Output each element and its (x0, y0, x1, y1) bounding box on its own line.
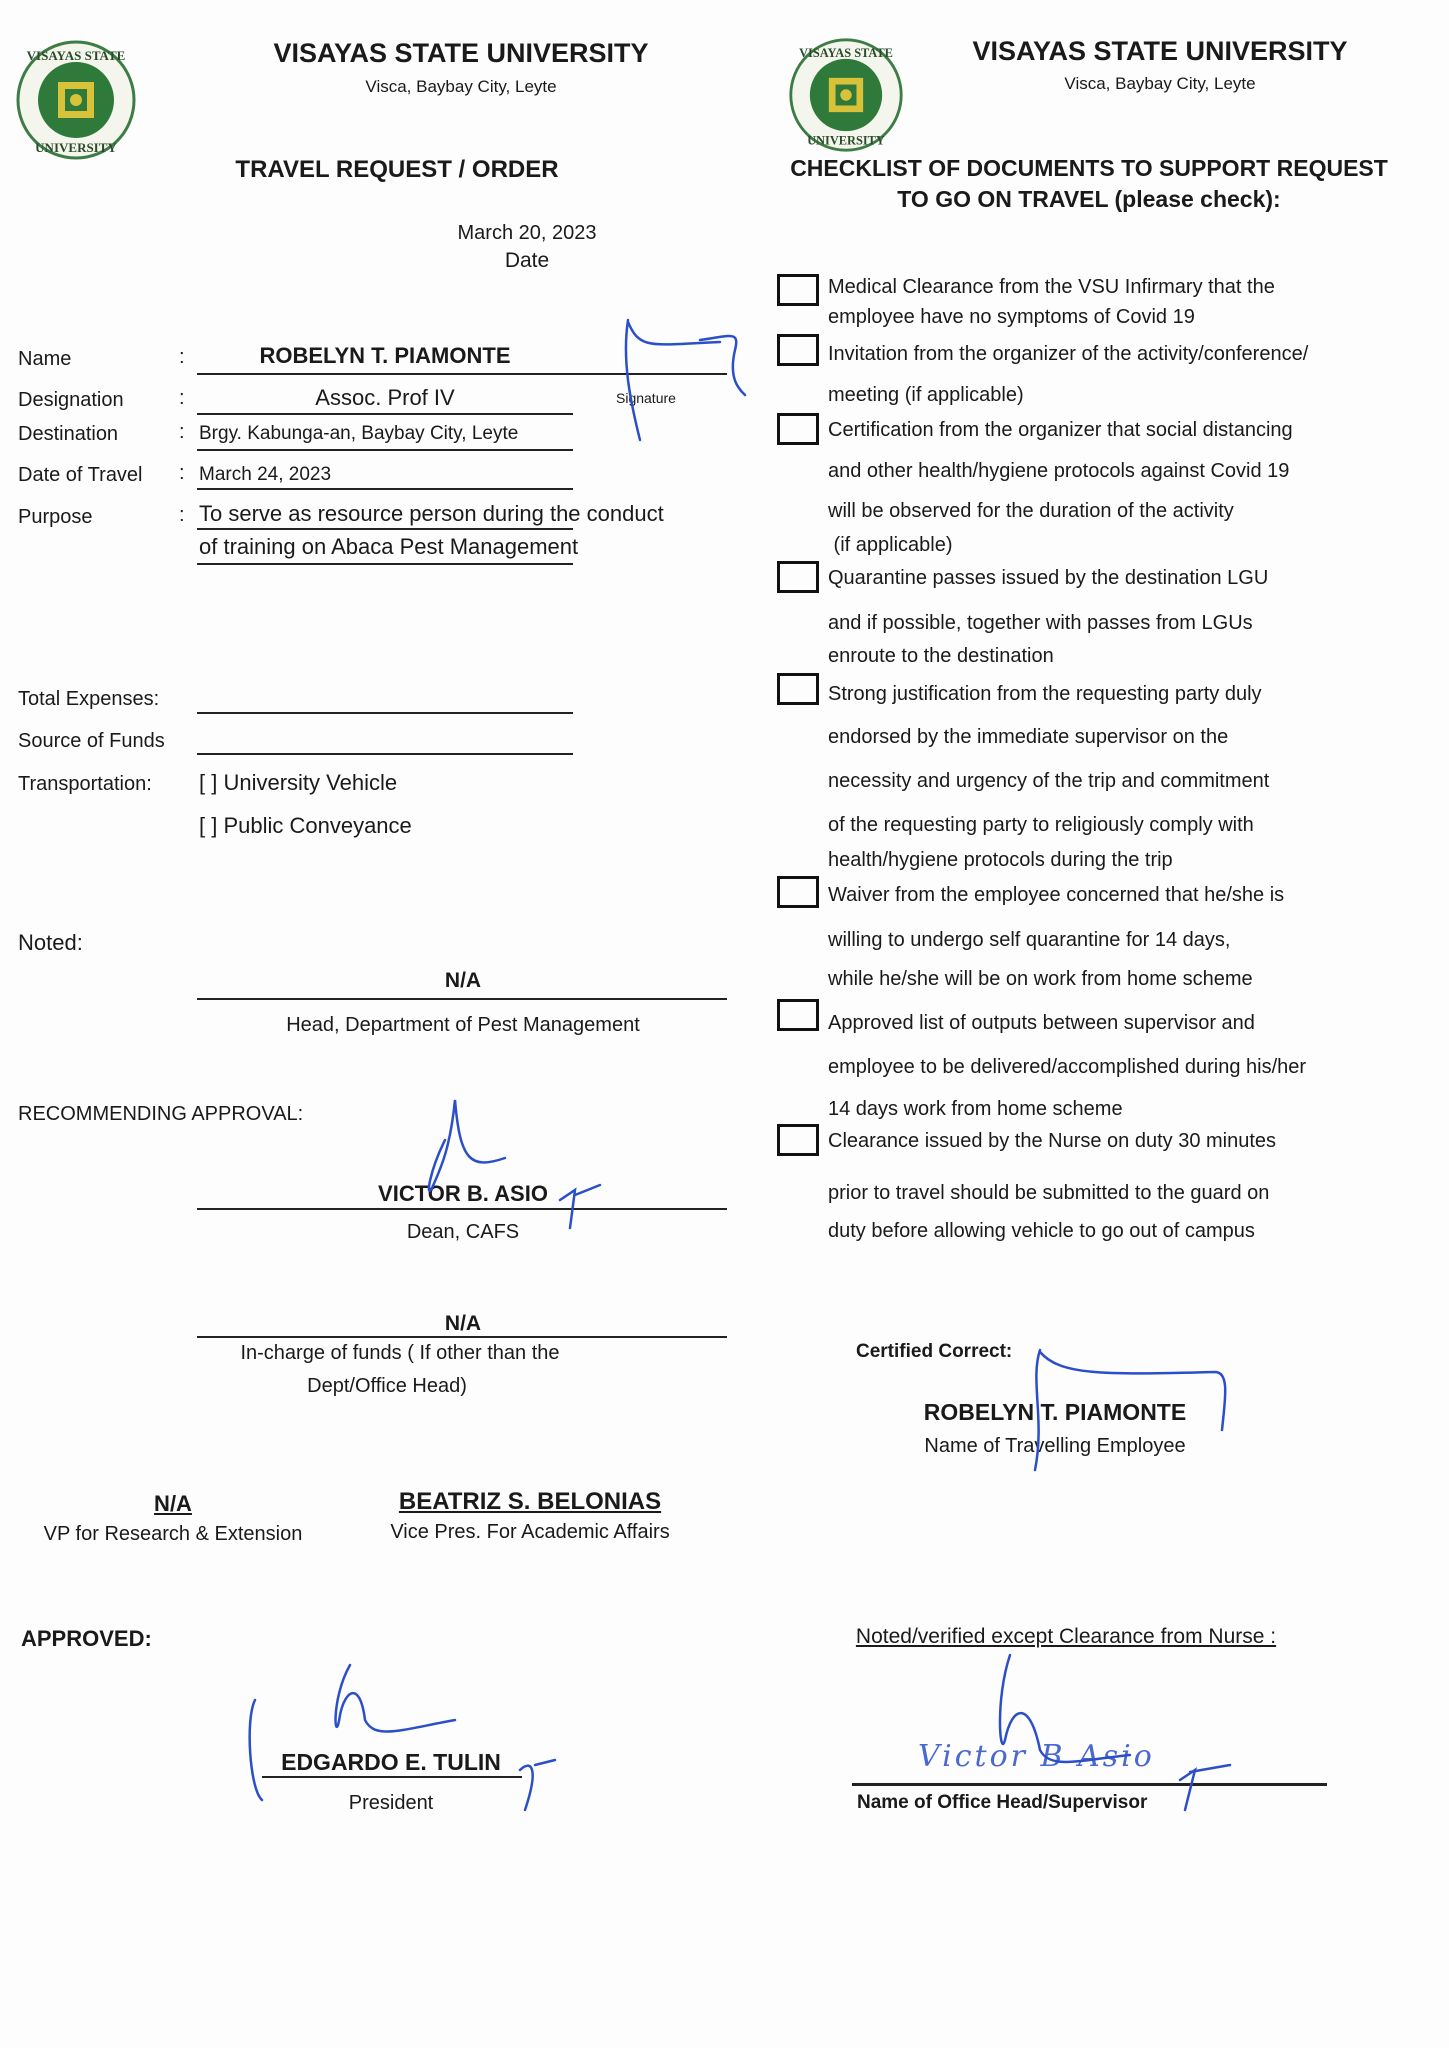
checklist-item-text: employee to be delivered/accomplished during his/her (828, 1056, 1307, 1078)
checklist-item-text: duty before allowing vehicle to go out of campus (828, 1220, 1255, 1242)
source-of-funds-label: Source of Funds (18, 730, 165, 752)
certified-correct-label: Certified Correct: (856, 1341, 1013, 1362)
travel-date-value: March 24, 2023 (199, 464, 332, 485)
signature-mark (1035, 1350, 1225, 1470)
destination-label: Destination (18, 423, 119, 445)
employee-name: ROBELYN T. PIAMONTE (923, 1399, 1187, 1425)
destination-value: Brgy. Kabunga-an, Baybay City, Leyte (199, 423, 519, 444)
checklist-item-text: (if applicable) (828, 534, 953, 556)
transport-option-public-conveyance[interactable]: [ ] Public Conveyance (199, 813, 412, 838)
checklist-item-text: will be observed for the duration of the activity (828, 500, 1234, 522)
designation-value: Assoc. Prof IV (315, 385, 455, 410)
signature-mark (250, 1665, 455, 1800)
supervisor-handwritten-name: Victor B Asio (918, 1739, 1155, 1774)
signature-mark (429, 1100, 505, 1191)
checklist-item-text: meeting (if applicable) (828, 384, 1024, 406)
transport-option-university-vehicle[interactable]: [ ] University Vehicle (199, 770, 398, 795)
approved-label: APPROVED: (21, 1626, 152, 1651)
checklist-item-text: and other health/hygiene protocols against Covid 19 (828, 460, 1290, 482)
svg-text:VISAYAS STATE: VISAYAS STATE (26, 48, 126, 63)
university-name: VISAYAS STATE UNIVERSITY (273, 38, 649, 68)
checklist-item-text: Quarantine passes issued by the destination LGU (828, 567, 1269, 589)
vp-academic-title: Vice Pres. For Academic Affairs (390, 1521, 670, 1543)
signature-mark (1180, 1765, 1230, 1810)
form-title: TRAVEL REQUEST / ORDER (235, 156, 559, 183)
purpose-line-2: of training on Abaca Pest Management (199, 534, 579, 559)
university-address: Visca, Baybay City, Leyte (365, 77, 557, 96)
colon: : (179, 346, 185, 368)
university-address: Visca, Baybay City, Leyte (1064, 74, 1256, 93)
checklist-item-text: Certification from the organizer that social distancing (828, 419, 1293, 441)
checklist-item-text: while he/she will be on work from home scheme (828, 968, 1253, 990)
colon: : (179, 462, 185, 484)
name-label: Name (18, 348, 72, 370)
checklist-item-text: Waiver from the employee concerned that he/she is (828, 884, 1285, 906)
request-date: March 20, 2023 (457, 222, 597, 244)
university-name: VISAYAS STATE UNIVERSITY (972, 36, 1348, 66)
checklist-item-text: willing to undergo self quarantine for 14 days, (828, 929, 1231, 951)
checklist-item-text: Medical Clearance from the VSU Infirmary that the (828, 276, 1275, 298)
checklist-item-text: of the requesting party to religiously comply with (828, 814, 1254, 836)
recommending-label: RECOMMENDING APPROVAL: (18, 1103, 304, 1125)
signature-mark (520, 1760, 555, 1810)
vp-academic-name: BEATRIZ S. BELONIAS (398, 1488, 662, 1515)
signature-mark (626, 320, 745, 440)
checklist-item-text: enroute to the destination (828, 645, 1054, 667)
travel-date-label: Date of Travel (18, 464, 143, 486)
checklist-item-text: necessity and urgency of the trip and commitment (828, 770, 1270, 792)
checklist-item-text: 14 days work from home scheme (828, 1098, 1123, 1120)
supervisor-title: Name of Office Head/Supervisor (857, 1792, 1148, 1813)
checklist-item-text: Invitation from the organizer of the activity/conference/ (828, 343, 1309, 365)
vp-research-name: N/A (154, 1491, 192, 1516)
svg-text:UNIVERSITY: UNIVERSITY (35, 140, 117, 155)
noted-name: N/A (444, 969, 482, 992)
checklist-item-text: Strong justification from the requesting party duly (828, 683, 1262, 705)
funds-name: N/A (444, 1312, 482, 1335)
noted-verified-label: Noted/verified except Clearance from Nurse : (855, 1625, 1277, 1648)
colon: : (179, 421, 185, 443)
recommending-title: Dean, CAFS (406, 1221, 520, 1243)
checklist-item-text: and if possible, together with passes from LGUs (828, 612, 1253, 634)
colon: : (179, 504, 185, 526)
signature-mark (560, 1185, 600, 1228)
purpose-label: Purpose (18, 506, 93, 528)
checklist-item-text: health/hygiene protocols during the trip (828, 849, 1173, 871)
checklist-item-text: Approved list of outputs between supervisor and (828, 1012, 1255, 1034)
recommending-name: VICTOR B. ASIO (378, 1181, 548, 1206)
svg-text:VISAYAS STATE: VISAYAS STATE (799, 45, 893, 60)
checklist-item-text: Clearance issued by the Nurse on duty 30 minutes (828, 1130, 1277, 1152)
date-label: Date (504, 249, 550, 272)
vp-research-title: VP for Research & Extension (43, 1523, 303, 1545)
checklist-item-text: employee have no symptoms of Covid 19 (828, 306, 1195, 328)
colon: : (179, 387, 185, 409)
designation-label: Designation (18, 389, 124, 411)
checklist-title-line-1: CHECKLIST OF DOCUMENTS TO SUPPORT REQUEST (790, 155, 1388, 181)
president-title: President (348, 1792, 434, 1814)
checklist-item-text: endorsed by the immediate supervisor on the (828, 726, 1229, 748)
noted-label: Noted: (18, 930, 83, 955)
checklist-title-line-2: TO GO ON TRAVEL (please check): (897, 186, 1281, 212)
funds-title-line-2: Dept/Office Head) (307, 1375, 467, 1397)
noted-title: Head, Department of Pest Management (286, 1014, 640, 1036)
total-expenses-label: Total Expenses: (18, 688, 160, 710)
signature-label: Signature (616, 390, 676, 406)
svg-text:UNIVERSITY: UNIVERSITY (807, 133, 885, 148)
name-value: ROBELYN T. PIAMONTE (259, 343, 511, 368)
transportation-label: Transportation: (18, 773, 152, 795)
funds-title-line-1: In-charge of funds ( If other than the (240, 1342, 560, 1364)
purpose-line-1: To serve as resource person during the conduct (199, 501, 664, 526)
signature-mark (1000, 1655, 1130, 1762)
checklist-item-text: prior to travel should be submitted to the guard on (828, 1182, 1270, 1204)
president-name: EDGARDO E. TULIN (281, 1749, 501, 1775)
employee-title: Name of Travelling Employee (924, 1435, 1186, 1457)
